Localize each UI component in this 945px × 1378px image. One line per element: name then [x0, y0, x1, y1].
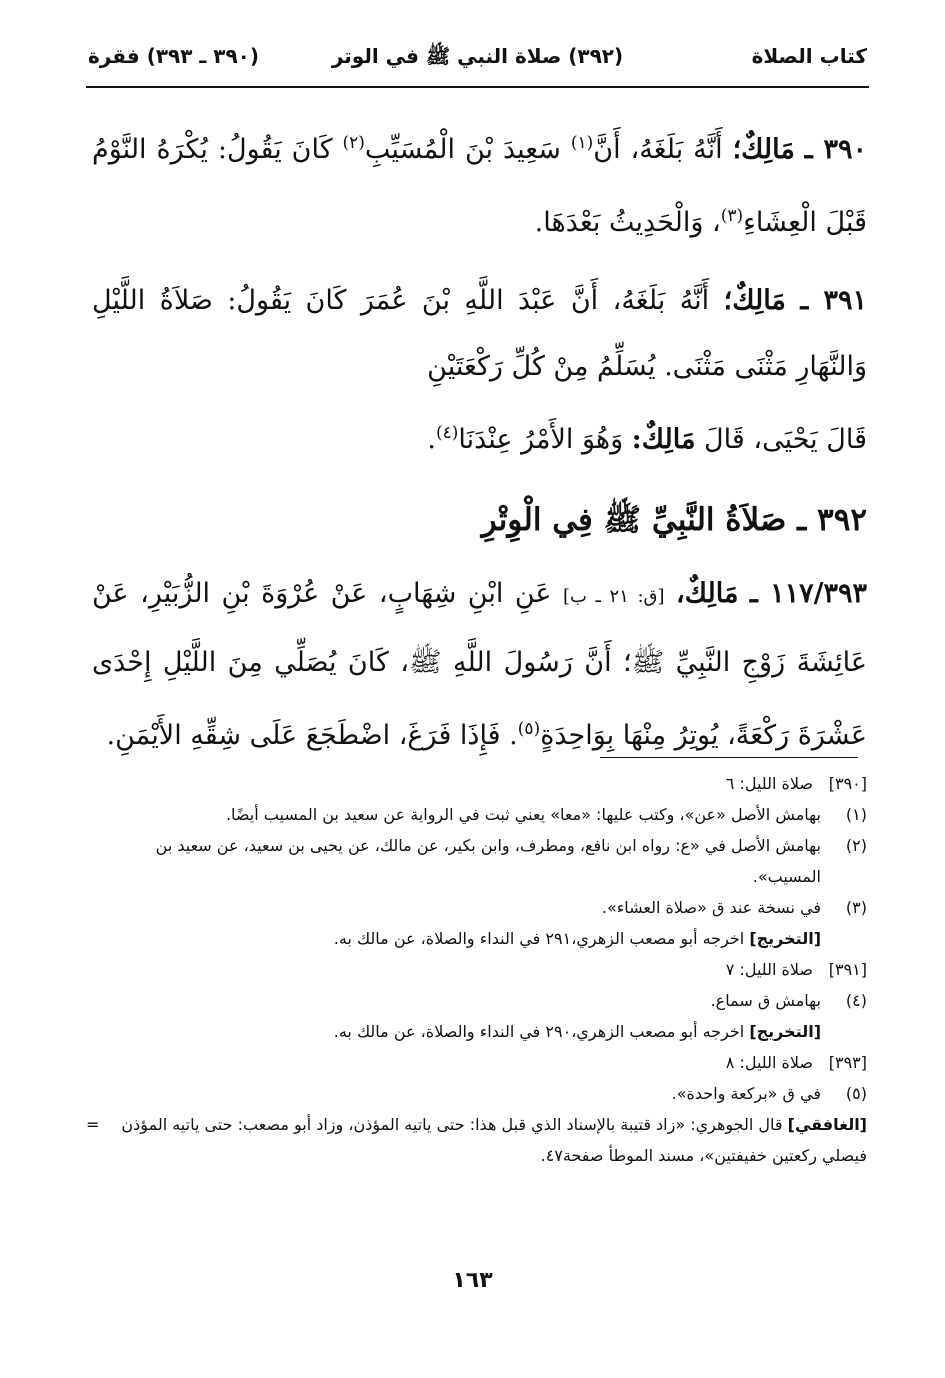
footnote-ref-390: [92, 768, 867, 799]
ghafiqi-text: قال الجوهري: «زاد قتيبة بالإسناد الذي قبل هذا: حتى ياتيه المؤذن، وزاد أبو مصعب: حتى ياتيه المؤذن فيصلي ركعتين خفيفتين»، مسند الموطأ صفحة٤٧.: [121, 1115, 867, 1165]
takhrij-390: [92, 923, 867, 954]
paragraph-text: سَعِيدَ بْنَ الْمُسَيِّبِ: [364, 134, 561, 165]
paragraph-text: قَالَ يَحْيَى، قَالَ: [704, 424, 867, 455]
footnote-text: في نسخة عند ق «صلاة العشاء».: [601, 898, 821, 917]
footnote-text: صلاة الليل: ٦: [725, 774, 813, 793]
footnote-ref-3: (٣): [720, 206, 744, 226]
footnote-ref-2: (٢): [342, 133, 365, 153]
running-header: [88, 38, 867, 88]
paragraph-391: [92, 268, 867, 400]
footnote-label: (١): [845, 805, 867, 824]
footnote-ref-391: [92, 954, 867, 985]
takhrij-text: اخرجه أبو مصعب الزهري،٢٩١ في النداء والصلاة، عن مالك به.: [333, 929, 745, 948]
page-number: ١٦٣: [452, 1268, 493, 1293]
footnote-label: [٣٩٣]: [828, 1053, 867, 1072]
takhrij-label: [التخريج]: [749, 1022, 821, 1041]
footnote-text: صلاة الليل: ٨: [725, 1053, 813, 1072]
paragraph-text: .: [427, 424, 436, 455]
footnote-ref-4: (٤): [435, 423, 459, 443]
footnote-ref-5: (٥): [517, 719, 541, 739]
paragraph-text: أَنَّهُ بَلَغَهُ، أَنَّ: [593, 134, 723, 165]
footnote-4: [92, 985, 867, 1016]
chapter-heading: ٣٩٢ ـ صَلاَةُ النَّبِيِّ ﷺ فِي الْوِتْرِ: [481, 502, 867, 538]
footnote-text: بهامش ق سماع.: [710, 991, 821, 1010]
footnote-2: [92, 830, 867, 892]
footnote-1: [92, 799, 867, 830]
header-chapter-title: (٣٩٢) صلاة النبي ﷺ في الوتر: [331, 44, 624, 68]
narrator-name: مَالِكٌ:: [631, 424, 696, 455]
paragraph-text: أَنَّهُ بَلَغَهُ، أَنَّ عَبْدَ اللَّهِ بْنَ عُمَرَ كَانَ يَقُولُ: صَلاَةُ اللَّيْلِ وَالنَّهَارِ مَثْنَى مَثْنَى. يُسَلِّمُ مِنْ كُلِّ رَكْعَتَيْنِ: [92, 285, 867, 382]
header-book-title: كتاب الصلاة: [751, 44, 867, 68]
footnote-label: (٢): [845, 836, 867, 855]
footnote-text: في ق «بركعة واحدة».: [671, 1084, 821, 1103]
footnote-text: بهامش الأصل في «ع: رواه ابن نافع، ومطرف، وابن بكير، عن مالك، عن يحيى بن سعيد، عن سعيد بن المسيب».: [155, 836, 821, 886]
paragraph-text: . فَإِذَا فَرَغَ، اضْطَجَعَ عَلَى شِقِّهِ الأَيْمَنِ.: [106, 720, 518, 751]
manuscript-page-note: [ق: ٢١ ـ ب]: [563, 586, 665, 607]
paragraph-393: [92, 561, 867, 769]
footnote-5: [92, 1078, 867, 1109]
continuation-mark: =: [86, 1115, 100, 1134]
footnote-label: [٣٩٠]: [828, 774, 867, 793]
paragraph-390: [92, 110, 867, 256]
paragraph-number: ١١٧/٣٩٣ ـ: [749, 578, 867, 609]
footnote-label: [٣٩١]: [828, 960, 867, 979]
paragraph-text: كَانَ يَقُولُ: يُكْرَهُ النَّوْمُ قَبْلَ الْعِشَاءِ: [92, 134, 867, 238]
takhrij-text: اخرجه أبو مصعب الزهري،٢٩٠ في النداء والصلاة، عن مالك به.: [333, 1022, 745, 1041]
main-text: [92, 110, 867, 769]
footnote-ref-393: [92, 1047, 867, 1078]
narrator-name: مَالِكٌ؛: [732, 134, 795, 165]
paragraph-text: ، وَالْحَدِيثُ بَعْدَهَا.: [534, 207, 721, 238]
paragraph-text: عَنِ ابْنِ شِهَابٍ، عَنْ عُرْوَةَ بْنِ الزُّبَيْرِ، عَنْ عَائِشَةَ زَوْجِ النَّبِيِّ ﷺ؛ أَنَّ رَسُولَ اللَّهِ ﷺ، كَانَ يُصَلِّي مِنَ اللَّيْلِ إِحْدَى عَشْرَةَ رَكْعَةً، يُوتِرُ مِنْهَا بِوَاحِدَةٍ: [92, 578, 867, 751]
header-paragraph-range: (٣٩٠ ـ ٣٩٣) فقرة: [88, 44, 259, 68]
paragraph-text: وَهُوَ الأَمْرُ عِنْدَنَا: [458, 424, 624, 455]
narrator-name: مَالِكٌ؛: [723, 285, 786, 316]
header-divider: [86, 86, 869, 88]
footnote-label: (٤): [845, 991, 867, 1010]
footnote-label: (٥): [845, 1084, 867, 1103]
ghafiqi-label: [الغافقي]: [787, 1115, 867, 1134]
paragraph-number: ٣٩١ ـ: [800, 285, 867, 316]
takhrij-label: [التخريج]: [749, 929, 821, 948]
narrator-name: مَالِكٌ،: [676, 578, 739, 609]
footnotes: [86, 768, 867, 1171]
footnote-ref-1: (١): [570, 133, 594, 153]
takhrij-391: [92, 1016, 867, 1047]
ghafiqi-note: [86, 1109, 867, 1171]
footnote-divider: [600, 757, 858, 758]
footnote-label: (٣): [845, 898, 867, 917]
paragraph-number: ٣٩٠ ـ: [804, 134, 867, 165]
footnote-text: بهامش الأصل «عن»، وكتب عليها: «معا» يعني ثبت في الرواية عن سعيد بن المسيب أيضًا.: [225, 805, 821, 824]
footnote-text: صلاة الليل: ٧: [725, 960, 813, 979]
paragraph-391-comment: [92, 400, 867, 473]
footnote-3: [92, 892, 867, 923]
